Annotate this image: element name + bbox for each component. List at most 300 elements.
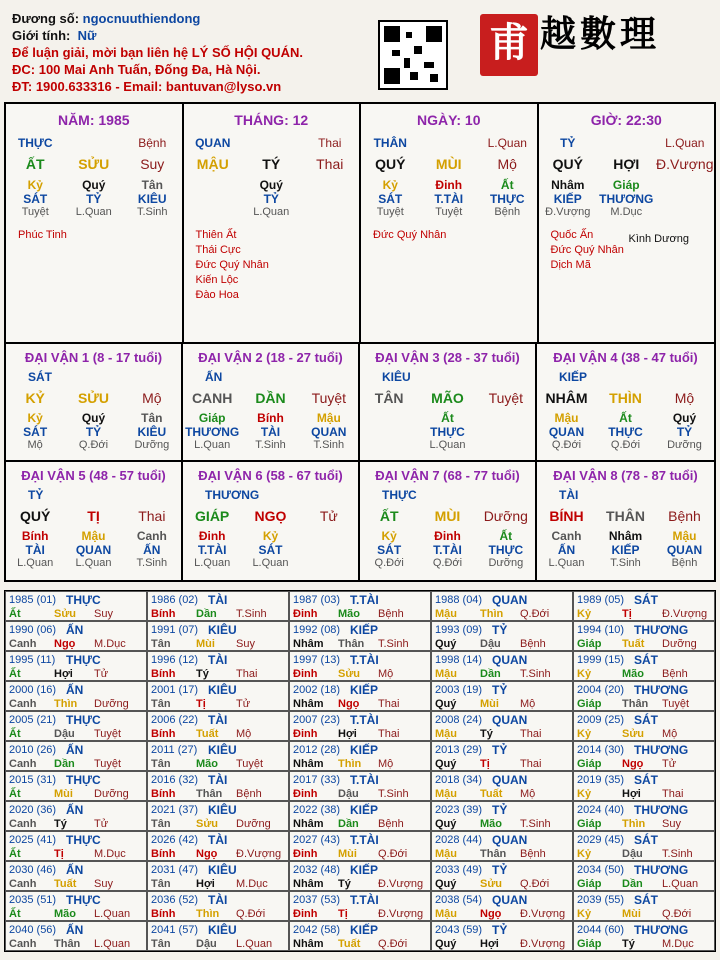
year-cell [5, 861, 147, 891]
year-stage: Tuyệt [94, 728, 122, 740]
cycle-title: ĐẠI VẬN 5 (48 - 57 tuổi) [21, 468, 166, 483]
year-branch: Thìn [196, 908, 220, 920]
cycle-god-row-cell: THỰC [608, 425, 643, 439]
pillar-stem-row-cell: MẬU [196, 156, 229, 172]
cycle-hidden-row-cell: Mậu [554, 411, 579, 425]
luck-cycle-6 [183, 462, 360, 580]
cycle-god-row-cell: QUAN [548, 425, 585, 439]
pillar-stage-row-cell [301, 206, 360, 218]
year-branch: Thân [622, 698, 649, 710]
year-branch: Tuất [622, 638, 645, 650]
year-stem: Tân [151, 638, 171, 650]
cycle-stem-row-cell: Tuyệt [488, 390, 524, 406]
cycle-god-row-cell [477, 425, 535, 439]
cycle-stem-row-cell: MÃO [431, 390, 464, 406]
year-label: 2040 (56) [9, 924, 57, 936]
pillar-hidden-god-row [539, 192, 715, 206]
year-cell [5, 771, 147, 801]
gender-label: Giới tính: [12, 28, 71, 43]
cycle-stem-row [360, 508, 535, 524]
year-god: KIẾP [350, 863, 379, 877]
year-label: 1996 (12) [151, 654, 199, 666]
cycle-god-row [360, 425, 535, 439]
cycle-stem-row [360, 390, 535, 406]
pillar-god-row-cell: THÂN [373, 136, 407, 150]
year-branch: Dậu [54, 728, 75, 740]
year-stem: Ất [9, 608, 21, 620]
year-stage: Bệnh [662, 668, 688, 680]
cycle-hidden-row-cell: Giáp [198, 411, 226, 425]
year-god: THỰC [66, 593, 101, 607]
cycle-stem-row-cell: Bệnh [668, 508, 701, 524]
cycle-stage-row-cell [360, 439, 418, 451]
year-label: 1985 (01) [9, 594, 57, 606]
year-cell [289, 921, 431, 951]
year-cell [431, 831, 573, 861]
pillar-hidden-god-row-cell: TỶ [86, 192, 102, 206]
year-label: 2042 (58) [293, 924, 341, 936]
year-stage: Q.Đới [378, 938, 408, 950]
cycle-god-row-cell: T.TÀI [197, 543, 227, 557]
luck-cycles [6, 344, 714, 580]
cycle-god: KIÊU [382, 370, 411, 384]
year-stem: Mậu [435, 668, 457, 680]
year-label: 2009 (25) [577, 714, 625, 726]
year-stem: Quý [435, 878, 457, 890]
year-branch: Tý [622, 938, 635, 950]
year-stem: Nhâm [293, 818, 324, 830]
year-god: ẤN [66, 683, 84, 697]
cycle-stem-row-cell: CANH [191, 390, 233, 406]
cycle-stage-row [183, 557, 358, 569]
cycle-hidden-row-cell: Bính [21, 529, 49, 543]
year-stage: Tử [236, 698, 251, 710]
year-label: 2025 (41) [9, 834, 57, 846]
luck-cycle-8 [537, 462, 714, 580]
year-stem: Mậu [435, 788, 457, 800]
cycle-title: ĐẠI VẬN 7 (68 - 77 tuổi) [375, 468, 520, 483]
pillar-hidden-god-row [6, 192, 182, 206]
year-god: THƯƠNG [634, 863, 689, 877]
cycle-god-row-cell [360, 425, 418, 439]
cycle-hidden-row-cell: Quý [81, 411, 106, 425]
year-stem: Bính [151, 608, 176, 620]
year-god: TÀI [208, 833, 228, 847]
year-stage: M.Dục [662, 938, 694, 950]
pillar-god-row-cell: Bệnh [138, 136, 167, 150]
year-label: 2007 (23) [293, 714, 341, 726]
year-branch: Thân [54, 938, 81, 950]
year-label: 2037 (53) [293, 894, 341, 906]
year-god: THỰC [66, 773, 101, 787]
year-cell [147, 711, 289, 741]
pillar-god-row-cell [420, 136, 479, 150]
cycle-god-row-cell: ẤN [557, 543, 576, 557]
cycle-god-row [537, 425, 714, 439]
year-god: THƯƠNG [634, 923, 689, 937]
year-god: T.TÀI [350, 833, 379, 847]
cycle-god: KIẾP [559, 370, 588, 384]
pillar-god-row [6, 136, 182, 150]
pillar-stage-row-cell: Tuyệt [21, 206, 49, 218]
pillar-hidden-row-cell: Giáp [612, 178, 640, 192]
cycle-stage-row [6, 557, 181, 569]
logo-text: 越數理 [540, 13, 661, 55]
cycle-stem-row-cell: Dưỡng [483, 508, 528, 524]
year-label: 2021 (37) [151, 804, 199, 816]
year-god: THƯƠNG [634, 803, 689, 817]
cycle-stage-row-cell: Q.Đới [432, 557, 463, 569]
year-label: 2026 (42) [151, 834, 199, 846]
year-label: 2006 (22) [151, 714, 199, 726]
star-item: Đức Quý Nhân [550, 244, 624, 256]
year-cell [289, 801, 431, 831]
year-cell [573, 681, 715, 711]
year-branch: Ngọ [480, 908, 502, 920]
year-stage: Mộ [378, 668, 394, 680]
cycle-stage-row-cell: Q.Đới [78, 439, 109, 451]
year-branch: Hợi [196, 878, 215, 890]
year-branch: Mùi [338, 848, 357, 860]
cycle-hidden-row-cell: Đinh [434, 529, 461, 543]
pillar-god-row-cell: L.Quan [665, 136, 705, 150]
year-branch: Tuất [480, 788, 503, 800]
year-stage: Đ.Vượng [520, 938, 566, 950]
luck-cycle-2 [183, 344, 360, 462]
cycle-hidden-row-cell: Kỷ [381, 529, 397, 543]
year-label: 2024 (40) [577, 804, 625, 816]
year-stem: Tân [151, 878, 171, 890]
logo-seal: 甫 [480, 14, 538, 76]
year-stem: Đinh [293, 668, 318, 680]
year-label: 2002 (18) [293, 684, 341, 696]
cycle-stem-row [537, 390, 714, 406]
pillar-stage-row-cell: Bệnh [494, 206, 521, 218]
year-cell [431, 741, 573, 771]
year-god: TÀI [208, 773, 228, 787]
year-cell [573, 711, 715, 741]
cycle-title: ĐẠI VẬN 1 (8 - 17 tuổi) [24, 350, 163, 365]
year-stage: Tử [662, 758, 677, 770]
year-stage: T.Sinh [378, 788, 409, 800]
cycle-hidden-row-cell: Nhâm [608, 529, 643, 543]
cycle-god: ẤN [205, 370, 223, 384]
cycle-stem-row-cell: DẦN [255, 390, 286, 406]
pillar-god-row [539, 136, 715, 150]
year-god: SÁT [634, 593, 658, 607]
year-stage: L.Quan [662, 878, 699, 890]
cycle-god-row-cell: SÁT [258, 543, 283, 557]
year-stage: Q.Đới [378, 848, 408, 860]
cycle-stem-row-cell: Mộ [674, 390, 695, 406]
cycle-god-row [6, 425, 181, 439]
year-cell [147, 831, 289, 861]
profile-info [12, 10, 303, 95]
star-item: Quốc Ấn [550, 229, 594, 241]
year-cell [573, 651, 715, 681]
cycle-hidden-row-cell: Mậu [316, 411, 341, 425]
year-god: THƯƠNG [634, 623, 689, 637]
year-branch: Hợi [54, 668, 73, 680]
year-cell [147, 891, 289, 921]
year-branch: Ngọ [196, 848, 218, 860]
year-stage: T.Sinh [662, 848, 693, 860]
cycle-stage-row-cell: Dưỡng [488, 557, 524, 569]
cycle-stage-row-cell: Dưỡng [667, 439, 702, 451]
year-god: QUAN [492, 653, 528, 667]
pillar-stem-row [6, 156, 182, 172]
year-cell [573, 921, 715, 951]
year-stem: Tân [151, 818, 171, 830]
four-pillars [6, 104, 714, 344]
year-stem: Kỷ [577, 608, 592, 620]
pillar-hidden-row [361, 178, 537, 192]
header [0, 0, 720, 100]
cycle-god-row-cell: KIẾP [611, 543, 640, 557]
cycle-god-row-cell: THỰC [430, 425, 465, 439]
year-stem: Bính [151, 908, 176, 920]
year-cell [573, 621, 715, 651]
cycle-stage-row [537, 557, 714, 569]
year-stem: Quý [435, 938, 457, 950]
year-stem: Canh [9, 638, 37, 650]
year-stem: Giáp [577, 758, 602, 770]
pillar-hidden-row-cell [656, 178, 715, 192]
year-stem: Mậu [435, 908, 457, 920]
name-value: ngocnuuthiendong [82, 11, 201, 26]
year-stage: L.Quan [94, 938, 131, 950]
cycle-god: TỶ [28, 488, 44, 502]
year-god: THỰC [66, 893, 101, 907]
cycle-hidden-row-cell: Canh [551, 529, 582, 543]
year-stem: Giáp [577, 638, 602, 650]
year-stage: Tử [94, 668, 109, 680]
pillar-god-row-cell: THỰC [17, 136, 53, 150]
year-stage: Mộ [236, 728, 252, 740]
pillar-stage-row [6, 206, 182, 218]
year-god: ẤN [66, 803, 84, 817]
year-stem: Ất [9, 668, 21, 680]
year-stem: Ất [9, 728, 21, 740]
year-god: THỰC [66, 833, 101, 847]
year-god: KIẾP [350, 623, 379, 637]
cycle-stem-row-cell: Tuyệt [311, 390, 347, 406]
year-cell [431, 711, 573, 741]
year-stem: Kỷ [577, 668, 592, 680]
year-label: 2018 (34) [435, 774, 483, 786]
pillar-stage-row-cell: L.Quan [75, 206, 112, 218]
cycle-stage-row [360, 557, 535, 569]
pillar-stars [6, 228, 182, 243]
year-god: KIẾP [350, 683, 379, 697]
cycle-god: THỰC [382, 488, 417, 502]
pillar-stem-row-cell: QUÝ [552, 156, 583, 172]
year-god: T.TÀI [350, 773, 379, 787]
year-god: SÁT [634, 833, 658, 847]
year-stage: Dưỡng [662, 638, 697, 650]
year-cell [431, 861, 573, 891]
year-branch: Sửu [622, 728, 645, 740]
year-stage: Q.Đới [520, 608, 550, 620]
year-cell [289, 741, 431, 771]
year-god: TÀI [208, 893, 228, 907]
pillar-stem-row-cell: TÝ [262, 156, 281, 172]
year-branch: Sửu [338, 668, 361, 680]
year-god: KIẾP [350, 803, 379, 817]
year-branch: Mão [480, 818, 502, 830]
year-branch: Hợi [480, 938, 499, 950]
pillar-title: NĂM: 1985 [57, 112, 130, 128]
pillar-stage-row [361, 206, 537, 218]
year-god: TỶ [492, 623, 508, 637]
year-branch: Mùi [622, 908, 641, 920]
year-stem: Kỷ [577, 788, 592, 800]
year-branch: Tị [196, 698, 206, 710]
cycle-stage-row-cell: T.Sinh [136, 557, 168, 569]
year-stem: Đinh [293, 788, 318, 800]
cycle-stage-row-cell [477, 439, 535, 451]
year-cell [289, 711, 431, 741]
year-stage: M.Dục [94, 638, 126, 650]
year-cell [289, 681, 431, 711]
year-cell [573, 741, 715, 771]
cycle-hidden-row-cell: Mậu [672, 529, 697, 543]
cycle-stage-row-cell: Q.Đới [374, 557, 404, 569]
contact-line: Để luận giải, mời bạn liên hệ LÝ SỐ HỘI QUÁN. [12, 45, 303, 60]
year-god: ẤN [66, 923, 84, 937]
pillar-stem-row-cell: Đ.Vượng [656, 156, 714, 172]
year-cell [431, 621, 573, 651]
pillar-stem-row [361, 156, 537, 172]
pillar-stage-row-cell [656, 206, 715, 218]
pillar-stage-row-cell: Đ.Vượng [545, 206, 591, 218]
cycle-stem-row [537, 508, 714, 524]
pillar-hidden-god-row-cell: SÁT [23, 192, 48, 206]
year-cell [573, 861, 715, 891]
year-branch: Hợi [622, 788, 641, 800]
year-god: QUAN [492, 893, 528, 907]
year-stem: Giáp [577, 878, 602, 890]
year-stage: Mộ [378, 758, 394, 770]
cycle-god-row-cell [300, 543, 358, 557]
year-cell [5, 921, 147, 951]
year-label: 2029 (45) [577, 834, 625, 846]
year-stem: Quý [435, 818, 457, 830]
year-branch: Dậu [622, 848, 643, 860]
cycle-stem-row [6, 508, 181, 524]
luck-cycle-1 [6, 344, 183, 462]
pillar-stage-row [184, 206, 360, 218]
year-branch: Hợi [338, 728, 357, 740]
year-cell [289, 861, 431, 891]
year-branch: Tị [622, 608, 632, 620]
cycle-stem-row [183, 508, 358, 524]
cycle-hidden-row-cell [360, 411, 418, 425]
pillar-hidden-god-row [184, 192, 360, 206]
cycle-stem-row-cell: Mộ [142, 390, 162, 406]
cycle-stem-row-cell: THÂN [606, 508, 645, 524]
year-stage: Bệnh [236, 788, 262, 800]
year-stem: Nhâm [293, 638, 324, 650]
year-label: 1993 (09) [435, 624, 483, 636]
cycle-stem-row-cell: QUÝ [19, 508, 51, 524]
year-stage: Tuyệt [94, 758, 122, 770]
year-god: KIÊU [208, 743, 237, 757]
year-cell [147, 801, 289, 831]
year-stem: Canh [9, 698, 37, 710]
cycle-stage-row-cell: Bệnh [671, 557, 698, 569]
year-branch: Tý [196, 668, 209, 680]
cycle-god-row-cell: SÁT [377, 543, 402, 557]
year-stage: Suy [94, 608, 113, 620]
year-label: 2036 (52) [151, 894, 199, 906]
year-label: 1997 (13) [293, 654, 341, 666]
cycle-hidden-row-cell: Tân [141, 411, 163, 425]
year-stage: Mộ [520, 698, 536, 710]
year-branch: Tý [338, 878, 351, 890]
year-god: TỶ [492, 803, 508, 817]
year-god: QUAN [492, 593, 528, 607]
cycle-hidden-row [360, 411, 535, 425]
year-branch: Ngọ [622, 758, 644, 770]
pillar-hidden-god-row-cell [184, 192, 243, 206]
phone-email-line: ĐT: 1900.633316 - Email: bantuvan@lyso.vn [12, 79, 282, 94]
qr-code[interactable] [378, 20, 448, 90]
pillar-title: NGÀY: 10 [416, 112, 481, 128]
year-label: 2034 (50) [577, 864, 625, 876]
cycle-hidden-row-cell: Ất [441, 411, 454, 425]
pillar-hidden-god-row-cell: TỶ [263, 192, 279, 206]
pillar-god-row-cell [65, 136, 124, 150]
year-stem: Mậu [435, 728, 457, 740]
year-label: 2043 (59) [435, 924, 483, 936]
year-god: THỰC [66, 713, 101, 727]
star-item: Đức Quý Nhân [373, 229, 447, 241]
year-label: 2022 (38) [293, 804, 341, 816]
pillar-hidden-god-row-cell: THƯƠNG [599, 192, 654, 206]
cycle-stem-row-cell: SỬU [77, 390, 110, 406]
year-cell [573, 591, 715, 621]
year-stage: Đ.Vượng [662, 608, 708, 620]
cycle-god-row-cell: THƯƠNG [185, 425, 240, 439]
year-cell [289, 621, 431, 651]
pillar-1 [6, 104, 184, 342]
year-stage: L.Quan [94, 908, 131, 920]
cycle-stem-row-cell: ẤT [379, 508, 399, 524]
year-label: 2004 (20) [577, 684, 625, 696]
pillar-god-row [361, 136, 537, 150]
year-cell [5, 591, 147, 621]
cycle-stage-row-cell: L.Quan [75, 557, 112, 569]
cycle-stem-row-cell: TÂN [374, 390, 404, 406]
pillar-stem-row-cell: Thai [316, 156, 344, 172]
cycle-stem-row [6, 390, 181, 406]
year-label: 2001 (17) [151, 684, 199, 696]
year-branch: Dậu [196, 938, 217, 950]
year-label: 2033 (49) [435, 864, 483, 876]
year-cell [5, 651, 147, 681]
pillar-stars [361, 228, 537, 243]
year-branch: Mão [54, 908, 76, 920]
cycle-god-row-cell: TỶ [85, 425, 102, 439]
year-stem: Canh [9, 938, 37, 950]
year-branch: Thân [338, 638, 365, 650]
year-label: 2028 (44) [435, 834, 483, 846]
cycle-god-row [183, 425, 358, 439]
cycle-god-row-cell: QUAN [75, 543, 112, 557]
year-branch: Mão [338, 608, 360, 620]
year-god: SÁT [634, 893, 658, 907]
